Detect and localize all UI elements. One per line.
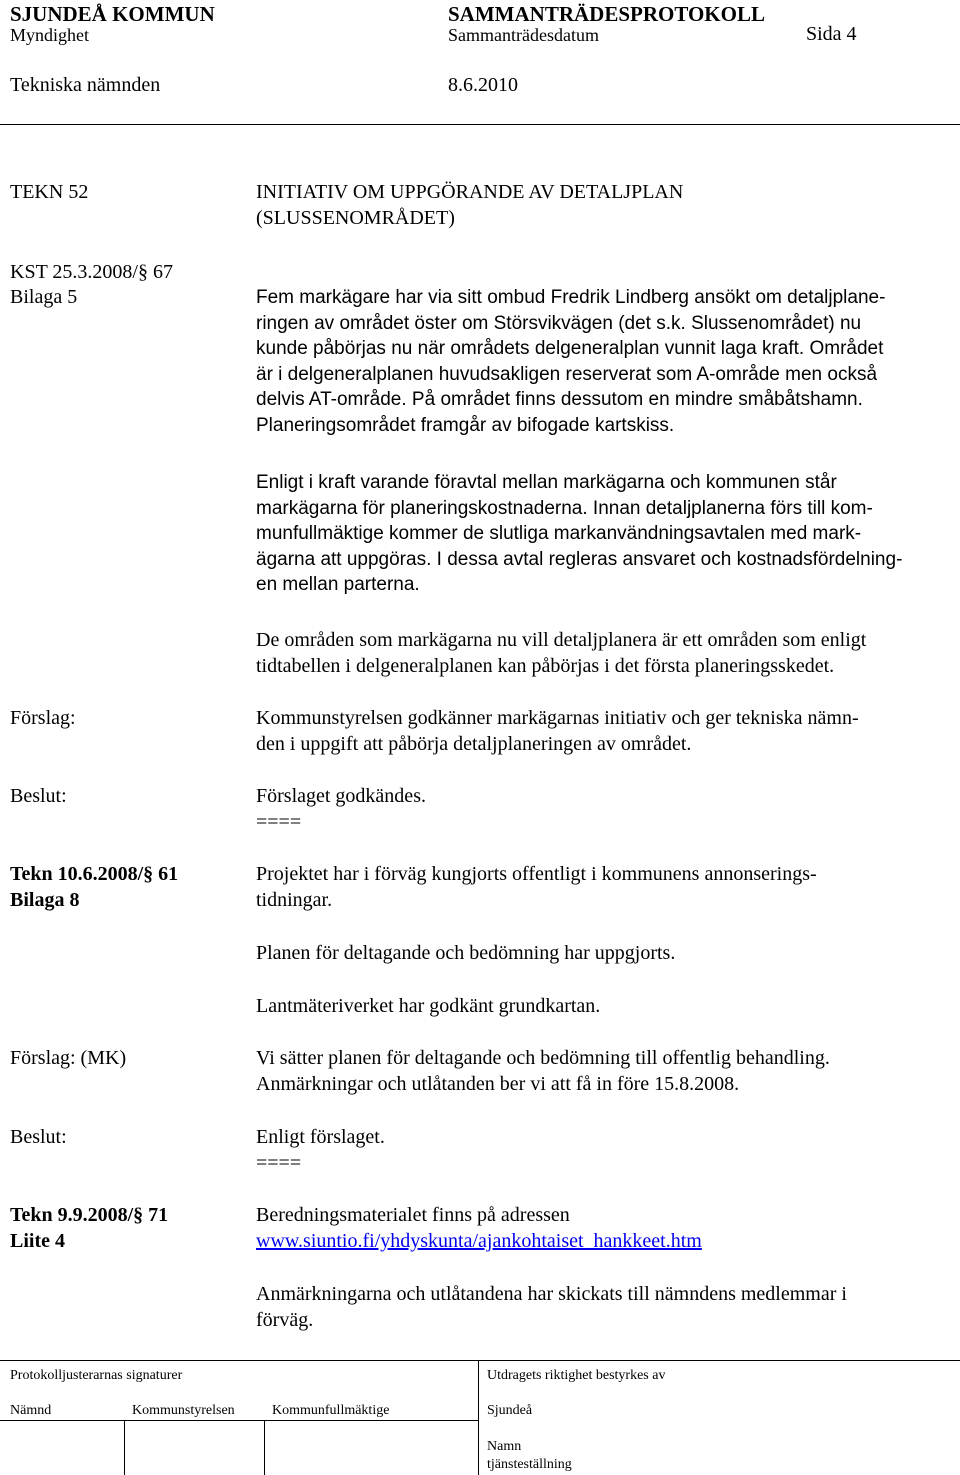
committee-column: Nämnd — [10, 1403, 52, 1418]
text-line: markägarna för planeringskostnaderna. Innan detaljplanerna förs till kom- — [256, 497, 873, 519]
text-line: är i delgeneralplanen huvudsakligen reserverat som A-område men också — [256, 363, 878, 385]
paragraph-8 — [256, 1282, 847, 1333]
text-line: kunde påbörjas nu när områdets delgeneralplan vunnit laga kraft. Området — [256, 338, 884, 360]
header-divider — [0, 124, 960, 125]
authority-name: Tekniska nämnden — [10, 74, 161, 96]
text-line: en mellan parterna. — [256, 574, 420, 596]
proposal-label-2: Förslag: (MK) — [10, 1047, 127, 1069]
prior-reference: KST 25.3.2008/§ 67 — [10, 261, 173, 283]
board-column: Kommunstyrelsen — [132, 1403, 235, 1418]
text-line: Projektet har i förväg kungjorts offentligt i kommunens annonserings- — [256, 863, 817, 885]
text-line: Fem markägare har via sitt ombud Fredrik Lindberg ansökt om detaljplane- — [256, 287, 886, 308]
paragraph-6: Lantmäteriverket har godkänt grundkartan. — [256, 995, 601, 1017]
footer-top-border — [0, 1360, 960, 1361]
text-line: förväg. — [256, 1308, 314, 1331]
text-line: Vi sätter planen för deltagande och bedömning till offentlig behandling. — [256, 1047, 830, 1069]
page-number: Sida 4 — [806, 23, 857, 45]
text-line: den i uppgift att påbörja detaljplaneringen av området. — [256, 732, 692, 755]
text-line: ägarna att uppgöras. I dessa avtal regleras ansvaret och kostnadsfördelning- — [256, 548, 903, 570]
separator: ==== — [256, 811, 302, 833]
text-line: Anmärkningarna och utlåtandena har skickats till nämndens medlemmar i — [256, 1283, 847, 1305]
signatures-label: Protokolljusterarnas signaturer — [10, 1368, 183, 1383]
decision-label: Beslut: — [10, 785, 67, 807]
attachment-ref-3: Liite 4 — [10, 1230, 65, 1252]
footer-col-line-2 — [264, 1420, 265, 1475]
certify-title-label: tjänsteställning — [487, 1457, 572, 1472]
org-name: SJUNDEÅ KOMMUN — [10, 2, 215, 26]
footer-divider — [478, 1360, 479, 1475]
attachment-ref-2: Bilaga 8 — [10, 889, 80, 911]
text-line: Planeringsområdet framgår av bifogade kartskiss. — [256, 414, 675, 436]
text-line: munfullmäktige kommer de slutliga markanvändningsavtalen med mark- — [256, 523, 862, 545]
attachment-ref: Bilaga 5 — [10, 286, 78, 308]
proposal-text — [256, 706, 859, 757]
paragraph-7: Beredningsmaterialet finns på adressen — [256, 1204, 570, 1226]
paragraph-1 — [256, 285, 885, 439]
proposal-text-2 — [256, 1046, 830, 1097]
document-type: SAMMANTRÄDESPROTOKOLL — [448, 2, 765, 26]
paragraph-3 — [256, 628, 866, 679]
certify-name-label: Namn — [487, 1439, 522, 1454]
footer-col-line-1 — [124, 1420, 125, 1475]
section-title-line2: (SLUSSENOMRÅDET) — [256, 207, 455, 229]
date-label: Sammanträdesdatum — [448, 25, 599, 45]
text-line: De områden som markägarna nu vill detaljplanera är ett områden som enligt — [256, 629, 867, 651]
paragraph-5: Planen för deltagande och bedömning har uppgjorts. — [256, 942, 676, 964]
text-line: Enligt i kraft varande föravtal mellan markägarna och kommunen står — [256, 472, 837, 493]
paragraph-4 — [256, 862, 817, 913]
materials-link[interactable]: www.siuntio.fi/yhdyskunta/ajankohtaiset_hankkeet.htm — [256, 1230, 702, 1252]
prior-reference-2: Tekn 10.6.2008/§ 61 — [10, 863, 179, 885]
meeting-date: 8.6.2010 — [448, 74, 518, 96]
authority-label: Myndighet — [10, 25, 89, 45]
council-column: Kommunfullmäktige — [272, 1403, 390, 1418]
section-number: TEKN 52 — [10, 181, 89, 203]
paragraph-2 — [256, 470, 902, 598]
section-title-line1: INITIATIV OM UPPGÖRANDE AV DETALJPLAN — [256, 181, 684, 203]
proposal-label: Förslag: — [10, 707, 76, 729]
decision-label-2: Beslut: — [10, 1126, 67, 1148]
text-line: Kommunstyrelsen godkänner markägarnas initiativ och ger tekniska nämn- — [256, 707, 859, 729]
text-line: tidtabellen i delgeneralplanen kan påbörjas i det första planeringsskedet. — [256, 654, 835, 677]
decision-text-2: Enligt förslaget. — [256, 1126, 385, 1148]
text-line: ringen av området öster om Störsvikvägen (det s.k. Slussenområdet) nu — [256, 312, 862, 334]
text-line: delvis AT-område. På området finns dessutom en mindre småbåtshamn. — [256, 389, 863, 411]
footer-row-border — [0, 1420, 478, 1421]
certify-place: Sjundeå — [487, 1403, 533, 1418]
text-line: tidningar. — [256, 888, 333, 911]
certified-label: Utdragets riktighet bestyrkes av — [487, 1368, 666, 1383]
separator-2: ==== — [256, 1152, 302, 1174]
prior-reference-3: Tekn 9.9.2008/§ 71 — [10, 1204, 169, 1226]
text-line: Anmärkningar och utlåtanden ber vi att få in före 15.8.2008. — [256, 1072, 740, 1095]
decision-text: Förslaget godkändes. — [256, 785, 426, 807]
